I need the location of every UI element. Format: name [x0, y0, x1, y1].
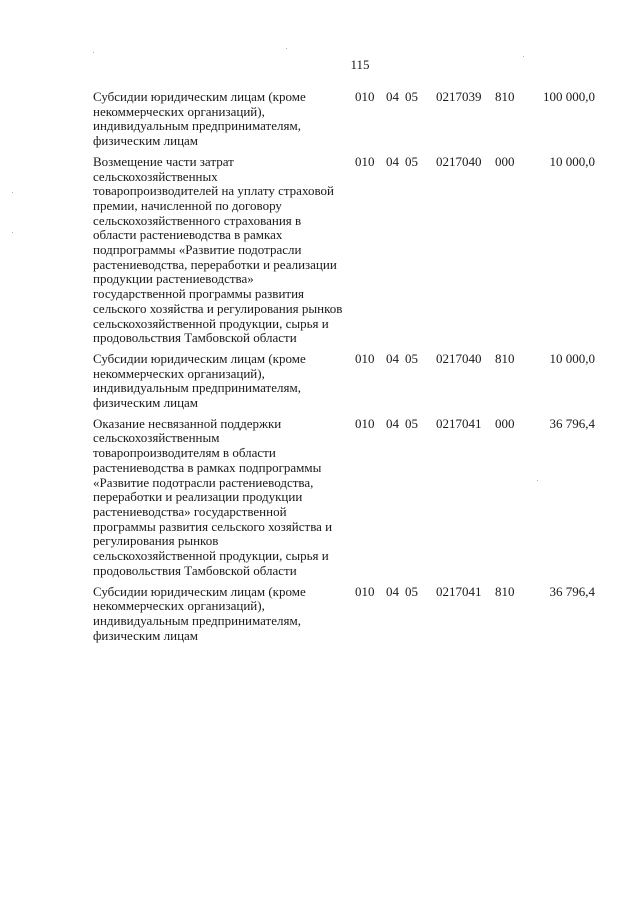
table-row: [93, 585, 603, 644]
scan-speck: [286, 48, 287, 49]
scan-speck: [93, 52, 94, 53]
amount: 100 000,0: [543, 89, 595, 104]
section-code: 04: [386, 350, 399, 366]
section-code: 04: [386, 89, 399, 104]
scan-speck: [523, 56, 524, 57]
scan-speck: [12, 232, 13, 233]
scan-speck: [537, 480, 538, 481]
section-code: 04: [386, 583, 399, 599]
expense-kind-code: 000: [495, 415, 515, 431]
target-code: 0217040: [436, 350, 482, 366]
page-number: 115: [350, 57, 370, 72]
row-name: Оказание несвязанной поддержки сельскохозяйственным товаропроизводителям в области растениеводства в рамках подпрограммы «Развитие подотрасли растениеводства, переработки и реализации продукции растениеводства» государственной программы развития сельского хозяйства и регулирования рынков сельскохозяйственной продукции, сырья и продовольствия Тамбовской области: [93, 415, 333, 578]
section-code: 04: [386, 153, 399, 169]
table-row: [93, 155, 603, 346]
expense-kind-code: 810: [495, 89, 515, 104]
budget-table: [93, 90, 603, 649]
row-name: Субсидии юридическим лицам (кроме некоммерческих организаций), индивидуальным предпринимателям, физическим лицам: [93, 89, 306, 149]
expense-kind-code: 000: [495, 153, 515, 169]
expense-kind-code: 810: [495, 350, 515, 366]
scan-speck: [12, 192, 13, 193]
target-code: 0217041: [436, 415, 482, 431]
amount: 36 796,4: [549, 415, 595, 431]
ministry-code: 010: [355, 415, 375, 431]
expense-kind-code: 810: [495, 583, 515, 599]
row-name: Возмещение части затрат сельскохозяйственных товаропроизводителей на уплату страховой премии, начисленной по договору сельскохозяйственного страхования в области растениеводства в рамках подпрограммы «Развитие подотрасли растениеводства, переработки и реализации продукции растениеводства» государственной программы развития сельского хозяйства и регулирования рынков сельскохозяйственной продукции, сырья и продовольствия Тамбовской области: [93, 153, 343, 346]
ministry-code: 010: [355, 153, 375, 169]
ministry-code: 010: [355, 350, 375, 366]
ministry-code: 010: [355, 583, 375, 599]
table-row: [93, 90, 603, 149]
subsection-code: 05: [405, 415, 418, 431]
target-code: 0217040: [436, 153, 482, 169]
row-name: Субсидии юридическим лицам (кроме некоммерческих организаций), индивидуальным предпринимателям, физическим лицам: [93, 350, 306, 411]
amount: 10 000,0: [549, 350, 595, 366]
subsection-code: 05: [405, 153, 418, 169]
table-row: [93, 417, 603, 579]
table-row: [93, 352, 603, 411]
subsection-code: 05: [405, 350, 418, 366]
row-name: Субсидии юридическим лицам (кроме некоммерческих организаций), индивидуальным предпринимателям, физическим лицам: [93, 583, 306, 643]
target-code: 0217039: [436, 89, 482, 104]
amount: 36 796,4: [549, 583, 595, 599]
ministry-code: 010: [355, 89, 375, 104]
subsection-code: 05: [405, 583, 418, 599]
subsection-code: 05: [405, 89, 418, 104]
target-code: 0217041: [436, 583, 482, 599]
amount: 10 000,0: [549, 153, 595, 169]
section-code: 04: [386, 415, 399, 431]
